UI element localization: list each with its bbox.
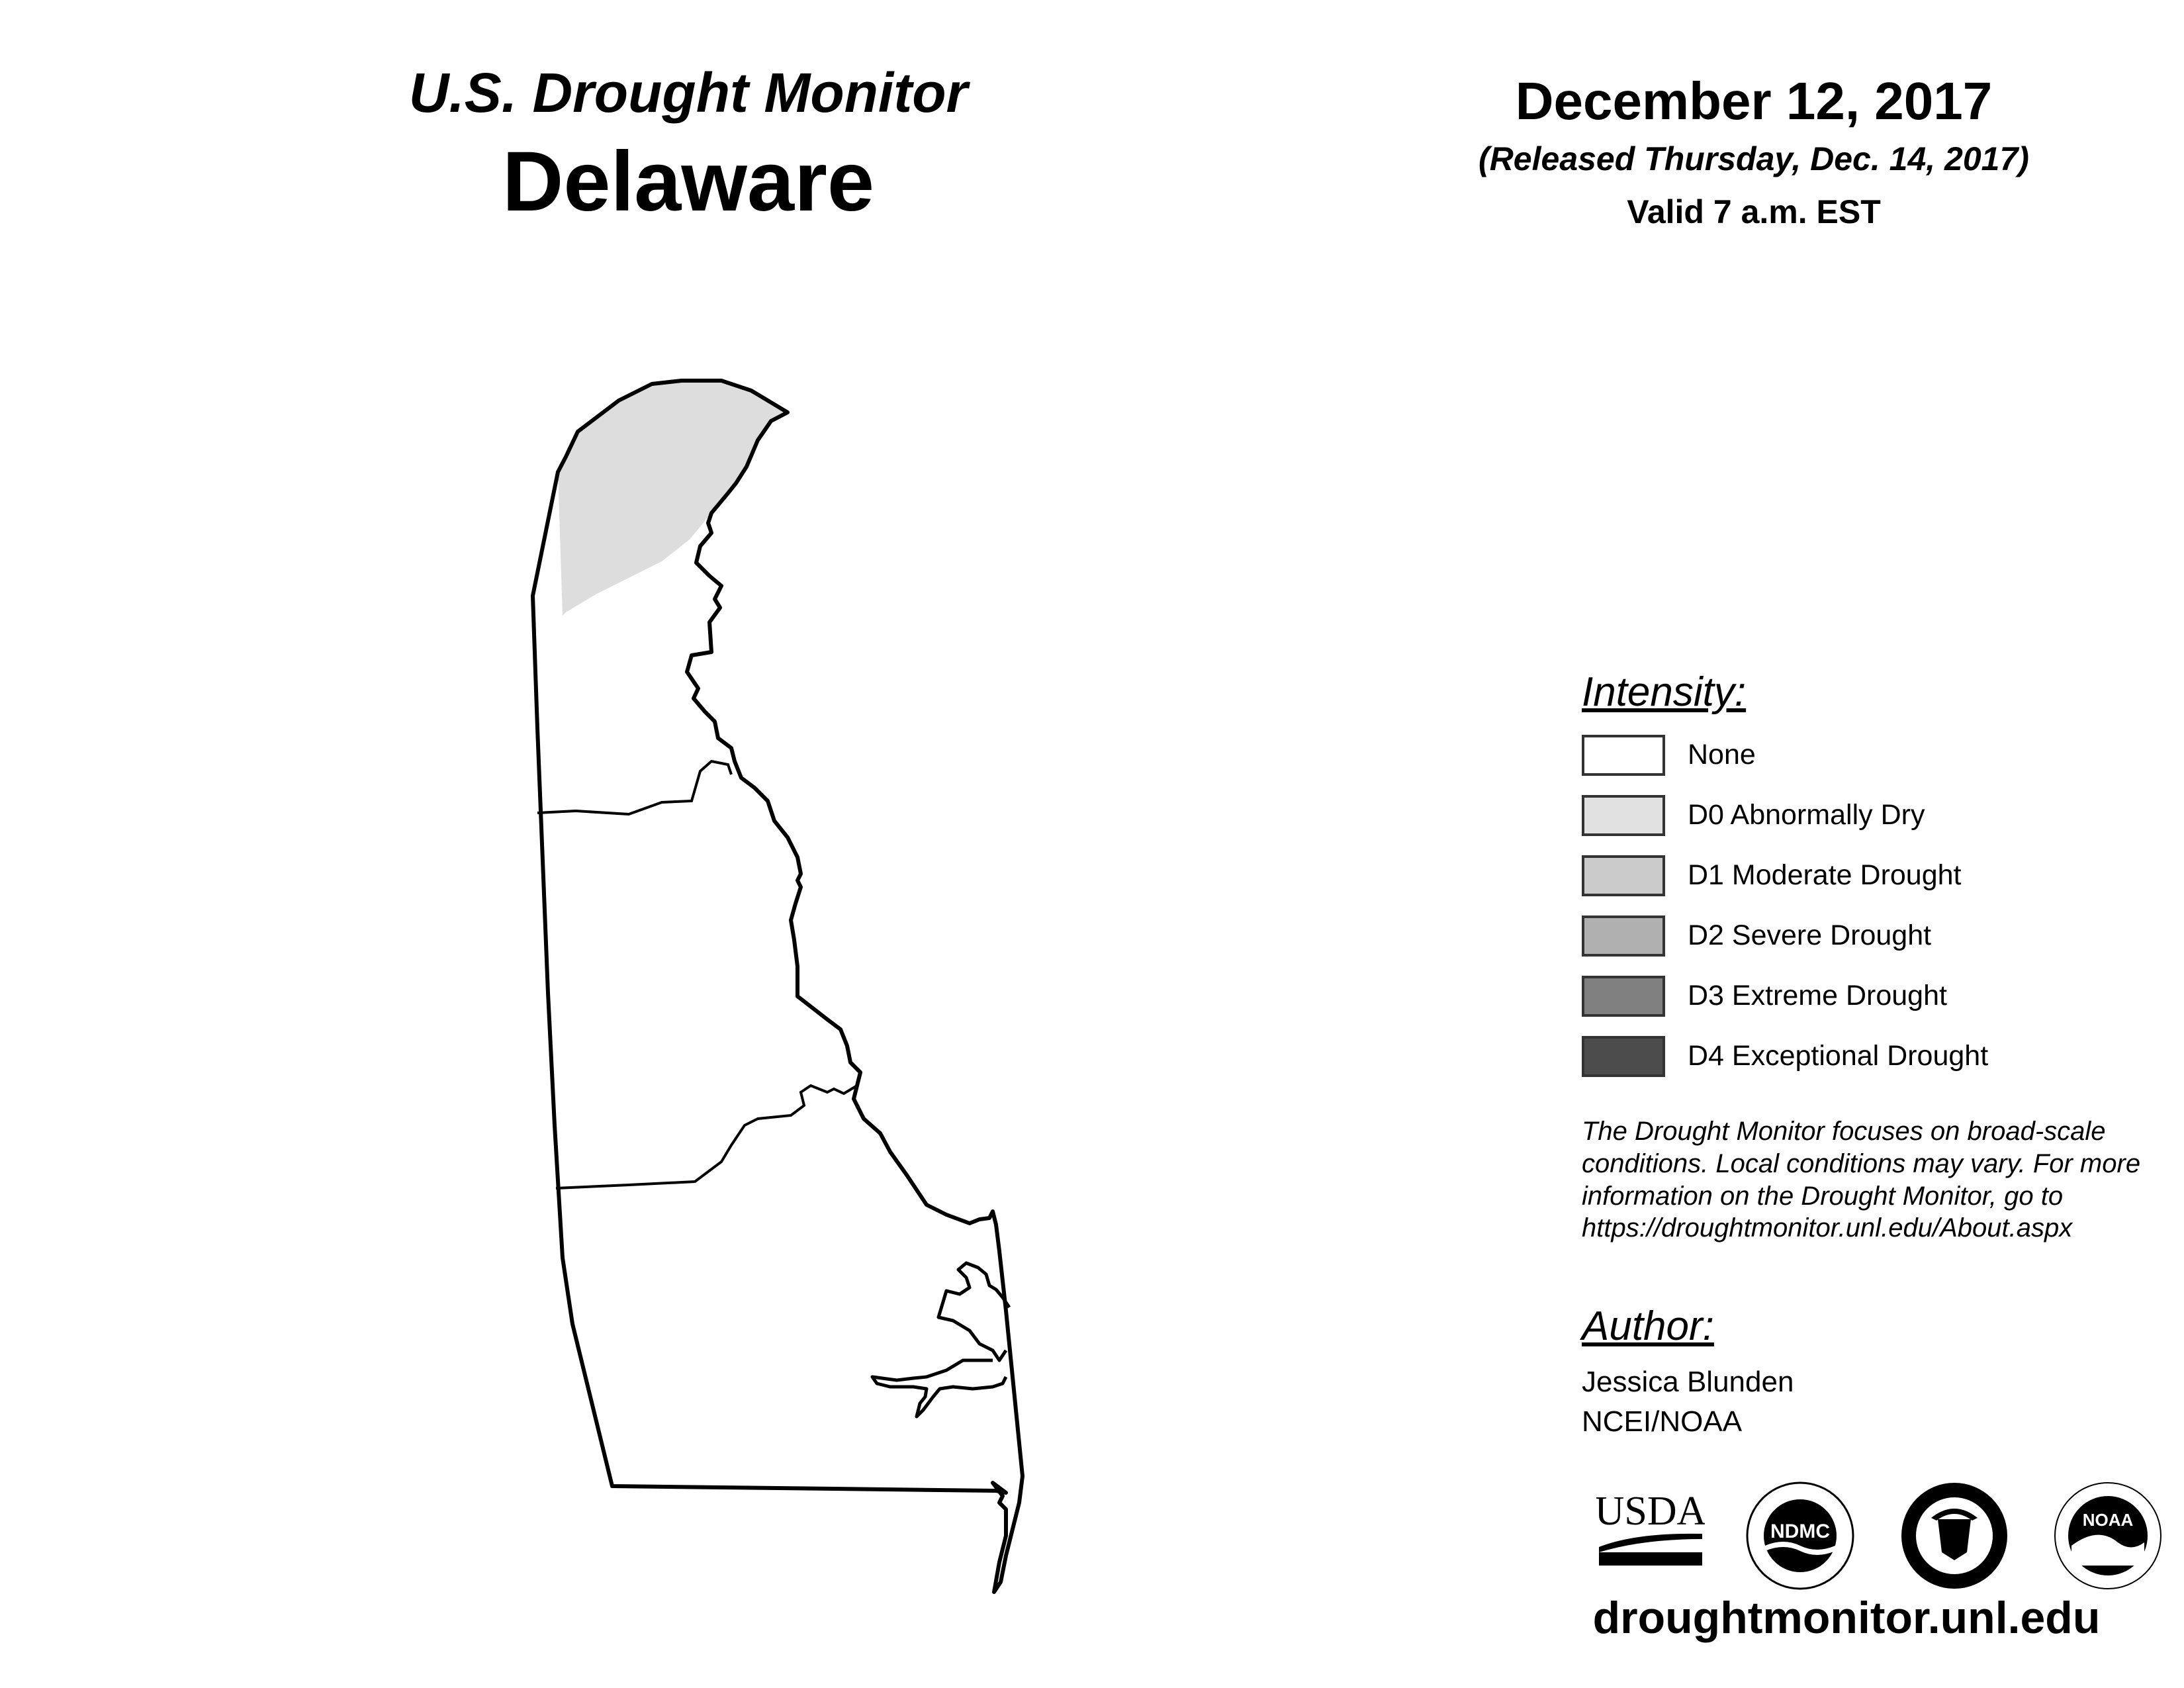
legend-swatch-d3 <box>1582 976 1665 1017</box>
legend-swatch-d1 <box>1582 855 1665 896</box>
inland-bay-inlet <box>872 1263 1009 1417</box>
legend-label: None <box>1688 739 1756 771</box>
legend-label: D0 Abnormally Dry <box>1688 799 1925 831</box>
legend-label: D2 Severe Drought <box>1688 919 1932 951</box>
legend-label: D4 Exceptional Drought <box>1688 1040 1989 1072</box>
disclaimer <box>1582 1115 2177 1244</box>
county-line-new-castle-kent <box>537 761 731 814</box>
author-name: Jessica Blunden <box>1582 1366 1794 1398</box>
disclaimer-line: The Drought Monitor focuses on broad-scale <box>1582 1117 2106 1146</box>
valid-time: Valid 7 a.m. EST <box>1627 193 1881 230</box>
legend-swatch-d4 <box>1582 1036 1665 1077</box>
legend-swatch-d2 <box>1582 915 1665 957</box>
map-date: December 12, 2017 <box>1515 71 1993 130</box>
author-heading: Author: <box>1582 1303 1714 1349</box>
ndmc-logo-text: NDMC <box>1770 1521 1830 1542</box>
map-title: Delaware <box>502 134 875 229</box>
legend-swatch-d0 <box>1582 795 1665 836</box>
usda-logo <box>1596 1486 1705 1566</box>
site-url-link[interactable]: droughtmonitor.unl.edu <box>1592 1593 2101 1643</box>
noaa-logo <box>2052 1479 2164 1592</box>
disclaimer-link[interactable]: https://droughtmonitor.unl.edu/About.aspx <box>1582 1213 2073 1243</box>
map-subtitle: U.S. Drought Monitor <box>408 62 968 124</box>
noaa-logo-text: NOAA <box>2082 1510 2134 1530</box>
disclaimer-line: information on the Drought Monitor, go to <box>1582 1181 2064 1211</box>
d0-abnormally-dry-area <box>558 381 788 616</box>
legend-label: D1 Moderate Drought <box>1688 859 1962 891</box>
release-note: (Released Thursday, Dec. 14, 2017) <box>1479 140 2029 177</box>
author-org: NCEI/NOAA <box>1582 1405 1743 1438</box>
legend-swatch-none <box>1582 735 1665 776</box>
legend-label: D3 Extreme Drought <box>1688 980 1947 1011</box>
county-line-kent-sussex <box>556 1086 857 1188</box>
legend <box>1582 669 2177 1072</box>
disclaimer-line: conditions. Local conditions may vary. For more <box>1582 1149 2141 1178</box>
department-of-commerce-seal-icon <box>1898 1479 2011 1592</box>
usda-logo-text: USDA <box>1596 1489 1705 1534</box>
legend-heading: Intensity: <box>1582 669 1747 715</box>
ndmc-logo <box>1744 1479 1856 1592</box>
